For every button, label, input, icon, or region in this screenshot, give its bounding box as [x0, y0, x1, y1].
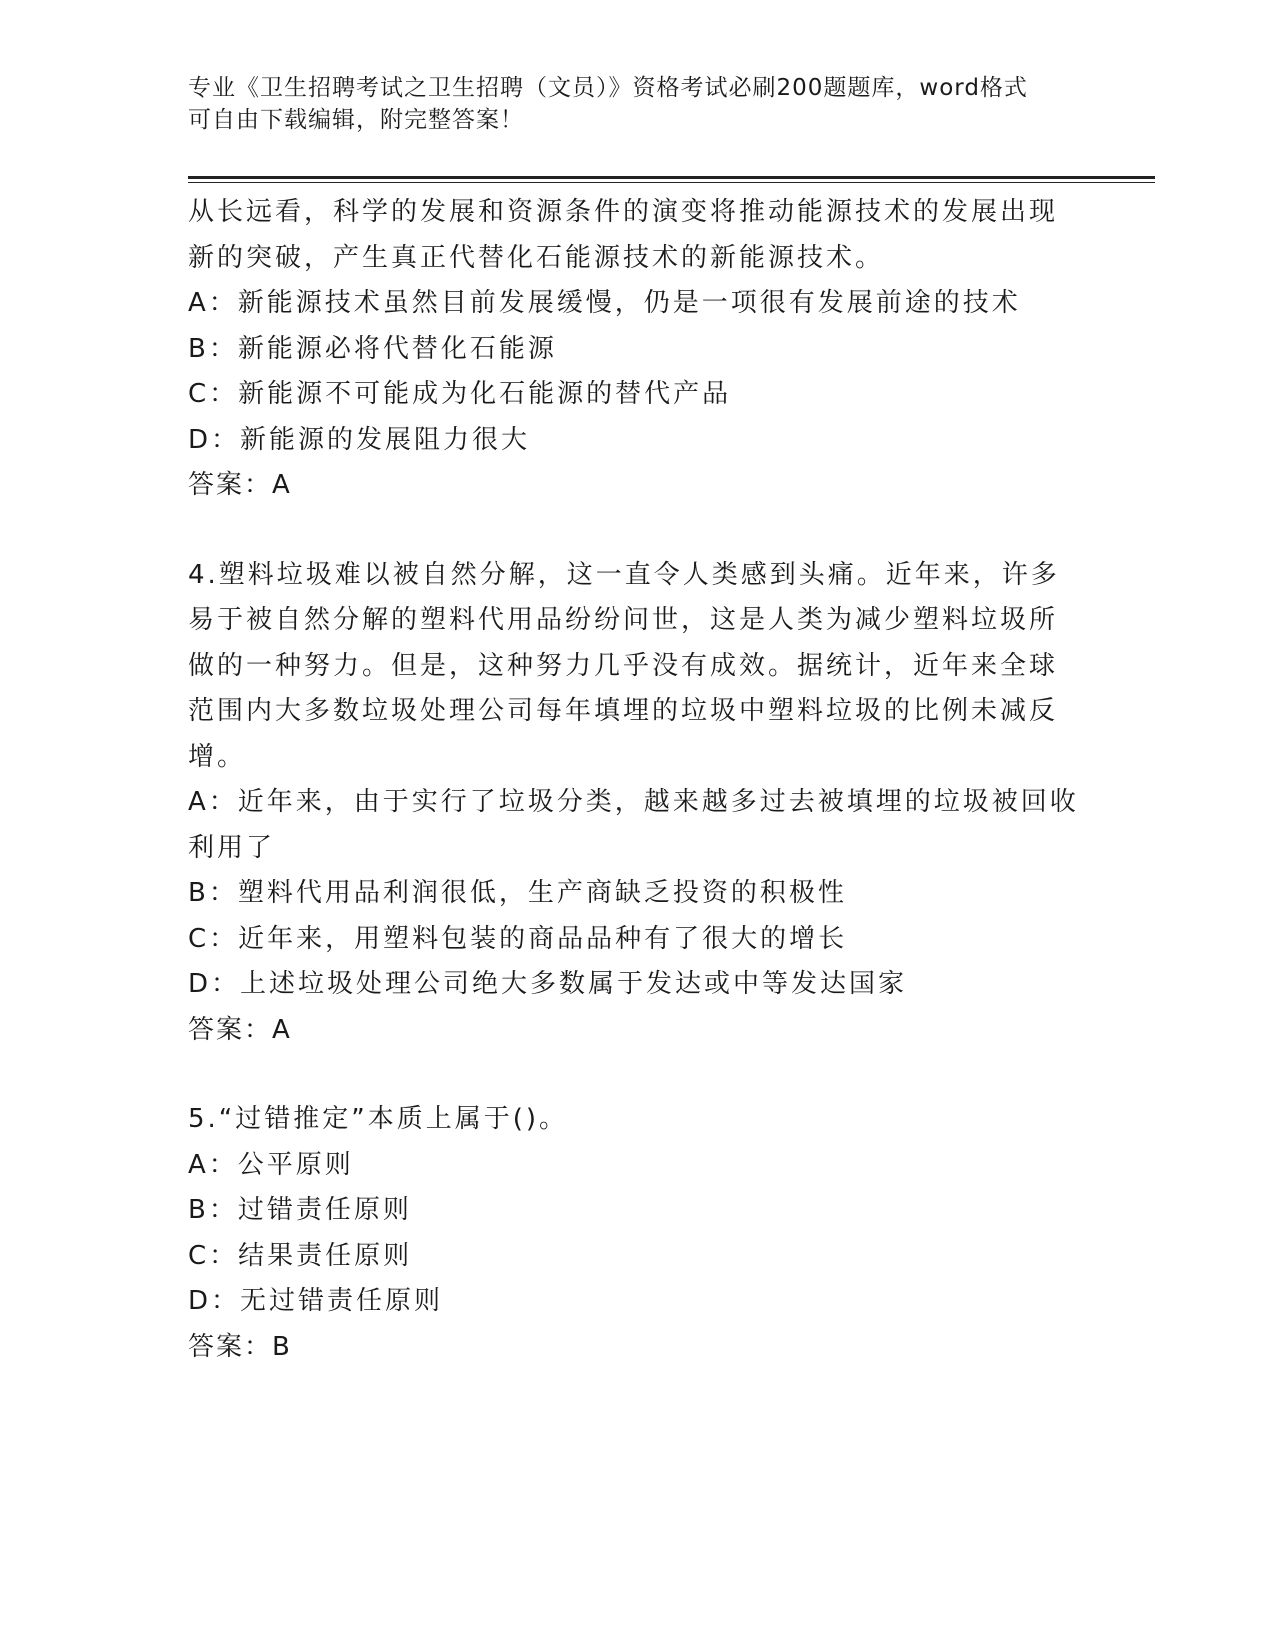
option-c: C：近年来，用塑料包装的商品品种有了很大的增长	[188, 923, 848, 954]
header-divider-thick	[188, 176, 1155, 179]
option-a: A：近年来，由于实行了垃圾分类，越来越多过去被填埋的垃圾被回收	[188, 787, 1079, 817]
answer-line: 答案：A	[188, 470, 292, 500]
spacer	[188, 1053, 1088, 1097]
question-stem-line: 增。	[188, 741, 247, 772]
question-stem-line: 做的一种努力。但是，这种努力几乎没有成效。据统计，近年来全球	[188, 650, 1059, 681]
header-title-line-1: 专业《卫生招聘考试之卫生招聘（文员）》资格考试必刷200题题库，word格式	[188, 75, 1028, 101]
spacer	[188, 509, 1088, 553]
document-header	[188, 72, 1088, 136]
option-a: A：新能源技术虽然目前发展缓慢，仍是一项很有发展前途的技术	[188, 288, 1021, 318]
question-stem-line: 5.“过错推定”本质上属于()。	[188, 1104, 569, 1134]
document-body	[188, 190, 1088, 1370]
header-divider-thin	[188, 182, 1155, 183]
option-a: A：公平原则	[188, 1149, 354, 1180]
option-d: D：新能源的发展阻力很大	[188, 424, 531, 455]
option-b: B：新能源必将代替化石能源	[188, 333, 557, 364]
question-4	[188, 553, 1088, 1054]
answer-line: 答案：A	[188, 1014, 292, 1045]
option-a-continued: 利用了	[188, 832, 276, 863]
option-b: B：过错责任原则	[188, 1195, 412, 1225]
question-5	[188, 1097, 1088, 1370]
header-title-line-2: 可自由下载编辑，附完整答案！	[188, 107, 524, 133]
option-c: C：结果责任原则	[188, 1240, 413, 1271]
answer-line: 答案：B	[188, 1331, 292, 1362]
question-stem-line: 从长远看，科学的发展和资源条件的演变将推动能源技术的发展出现	[188, 197, 1059, 227]
option-d: D：上述垃圾处理公司绝大多数属于发达或中等发达国家	[188, 969, 908, 999]
option-c: C：新能源不可能成为化石能源的替代产品	[188, 379, 732, 409]
question-3	[188, 190, 1088, 509]
option-d: D：无过错责任原则	[188, 1286, 444, 1316]
option-b: B：塑料代用品利润很低，生产商缺乏投资的积极性	[188, 878, 847, 908]
question-stem-line: 范围内大多数垃圾处理公司每年填埋的垃圾中塑料垃圾的比例未减反	[188, 696, 1059, 726]
question-stem-line: 4.塑料垃圾难以被自然分解，这一直令人类感到头痛。近年来，许多	[188, 559, 1060, 590]
question-stem-line: 新的突破，产生真正代替化石能源技术的新能源技术。	[188, 242, 885, 273]
question-stem-line: 易于被自然分解的塑料代用品纷纷问世，这是人类为减少塑料垃圾所	[188, 605, 1059, 635]
